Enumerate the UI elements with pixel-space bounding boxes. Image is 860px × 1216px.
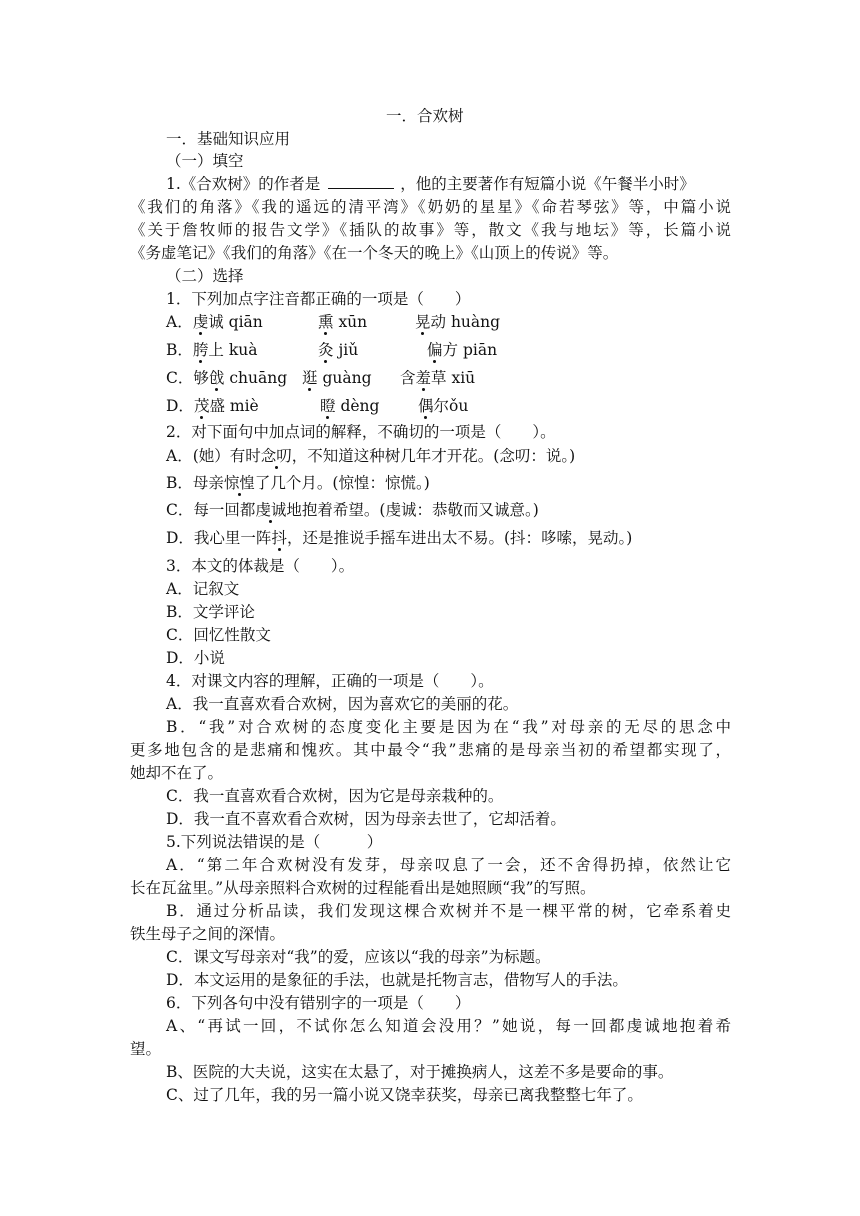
q6-option-c: C、过了几年，我的另一篇小说又饶幸获奖，母亲已离我整整七年了。 [166, 1086, 643, 1104]
fill-question-text-cont: ，他的主要著作有短篇小说《午餐半小时》 [400, 175, 695, 193]
pinyin-text: 诚 qiān [208, 313, 263, 331]
option-label: B． [166, 341, 193, 359]
q1-option-b-item2 [318, 339, 358, 361]
q5-option-c: C．课文写母亲对“我”的爱，应该以“我的母亲”为标题。 [166, 948, 551, 966]
q5-option-a-line2: 长在瓦盆里。”从母亲照料合欢树的过程能看出是她照顾“我”的写照。 [130, 879, 596, 897]
q4-option-d: D．我一直不喜欢看合欢树，因为母亲去世了，它却活着。 [166, 810, 566, 828]
question-6-stem: 6．下列各句中没有错别字的一项是（ ） [166, 994, 471, 1012]
dotted-char: 逛 [302, 369, 318, 387]
dotted-char: 虔 [192, 313, 209, 331]
pinyin-text: 草 xiū [431, 369, 476, 387]
question-2-stem: 2．对下面句中加点词的解释，不确切的一项是（ ）。 [166, 423, 556, 441]
option-label: C． [166, 369, 194, 387]
dotted-char: 羞 [415, 369, 432, 387]
q4-option-b-line1: B．“我”对合欢树的态度变化主要是因为在“我”对母亲的无尽的思念中 [166, 718, 731, 736]
q1-option-b-item3 [427, 339, 497, 361]
option-label: A． [166, 313, 193, 331]
q4-option-b-line3: 她却不在了。 [130, 764, 224, 782]
question-5-stem: 5.下列说法错误的是（ ） [166, 833, 383, 851]
dotted-word: 惊惶 [223, 474, 255, 492]
q3-option-b: B．文学评论 [166, 603, 255, 621]
dotted-char: 偏 [427, 341, 443, 359]
pinyin-text: dèng [335, 397, 380, 415]
fill-line-4: 《务虚笔记》《我们的角落》《在一个冬天的晚上》《山顶上的传说》等。 [130, 244, 619, 262]
pinyin-text: 动 huàng [430, 313, 501, 331]
fill-line-3: 《关于詹牧师的报告文学》《插队的故事》等，散文《我与地坛》等，长篇小说 [130, 221, 731, 239]
dotted-char: 晃 [415, 313, 431, 331]
fill-line-2: 《我们的角落》《我的遥远的清平湾》《奶奶的星星》《命若琴弦》等，中篇小说 [130, 198, 731, 216]
dotted-word: 念叨 [260, 447, 292, 465]
pinyin-text: jiǔ [333, 341, 359, 359]
dotted-char: 瞪 [320, 397, 336, 415]
q1-option-d-item3 [418, 395, 468, 417]
pinyin-text: 方 piān [442, 341, 498, 359]
dotted-char: 灸 [318, 341, 334, 359]
pinyin-text: 盛 miè [209, 397, 259, 415]
q1-option-d [166, 395, 259, 417]
fill-question-1 [166, 173, 695, 195]
option-text: A．(她）有时 [166, 447, 261, 465]
subsection-fill: （一）填空 [166, 152, 244, 170]
option-text: B．母亲 [166, 474, 224, 492]
q1-option-a [166, 311, 263, 333]
pinyin-text: chuāng [224, 369, 288, 387]
dotted-char: 戗 [208, 369, 225, 387]
option-text: 地抱着希望。(虔诚：恭敬而又诚意。) [286, 501, 539, 519]
fill-question-text: 1.《合欢树》的作者是 [166, 175, 321, 193]
option-text: ，还是推说手摇车进出太不易。(抖：哆嗦，晃动。) [286, 529, 633, 547]
option-label: D． [166, 397, 194, 415]
dotted-word: 虔诚 [255, 501, 287, 519]
q1-option-d-item2 [320, 395, 379, 417]
section-heading: 一．基础知识应用 [166, 130, 291, 148]
pinyin-text: xūn [333, 313, 368, 331]
option-text: ，不知道这种树几年才开花。(念叨：说。) [291, 447, 576, 465]
q1-option-c-item3 [400, 367, 475, 389]
q1-option-c [166, 367, 287, 389]
question-4-stem: 4．对课文内容的理解，正确的一项是（ ）。 [166, 672, 494, 690]
q2-option-a [166, 445, 575, 467]
pinyin-text: guàng [317, 369, 372, 387]
q6-option-a-line1: A、“再试一回，不试你怎么知道会没用？”她说，每一回都虔诚地抱着希 [166, 1017, 731, 1035]
pinyin-text: 上 kuà [208, 341, 258, 359]
q5-option-a-line1: A．“第二年合欢树没有发芽，母亲叹息了一会，还不舍得扔掉，依然让它 [166, 856, 731, 874]
question-1-stem: 1．下列加点字注音都正确的一项是（ ） [166, 290, 471, 308]
dotted-char: 偶 [418, 397, 434, 415]
q6-option-b: B、医院的大夫说，这实在太悬了，对于摊换病人，这差不多是要命的事。 [166, 1063, 674, 1081]
page-title: 一．合欢树 [386, 107, 464, 125]
option-text: 了几个月。(惊惶：惊慌。) [254, 474, 430, 492]
char: 够 [193, 369, 209, 387]
q5-option-b-line1: B．通过分析品读，我们发现这棵合欢树并不是一棵平常的树，它牵系着史 [166, 902, 731, 920]
dotted-char: 茂 [193, 397, 210, 415]
q2-option-d [166, 527, 632, 549]
q1-option-c-item2 [302, 367, 372, 389]
q5-option-b-line2: 铁生母子之间的深情。 [130, 925, 286, 943]
dotted-word: 抖 [271, 529, 287, 547]
question-3-stem: 3．本文的体裁是（ ）。 [166, 557, 355, 575]
subsection-choice: （二）选择 [166, 267, 244, 285]
pinyin-text: 尔ǒu [433, 397, 469, 415]
q5-option-d: D．本文运用的是象征的手法，也就是托物言志，借物写人的手法。 [166, 971, 628, 989]
q1-option-b [166, 339, 257, 361]
q3-option-c: C．回忆性散文 [166, 626, 271, 644]
q3-option-a: A．记叙文 [166, 580, 240, 598]
option-text: D．我心里一阵 [166, 529, 272, 547]
answer-blank[interactable] [328, 173, 394, 189]
q4-option-c: C．我一直喜欢看合欢树，因为它是母亲栽种的。 [166, 787, 504, 805]
q1-option-a-item2 [318, 311, 367, 333]
dotted-char: 胯 [192, 341, 209, 359]
q3-option-d: D．小说 [166, 649, 225, 667]
dotted-char: 熏 [318, 313, 334, 331]
q6-option-a-line2: 望。 [130, 1040, 162, 1058]
q1-option-a-item3 [415, 311, 500, 333]
q4-option-a: A．我一直喜欢看合欢树，因为喜欢它的美丽的花。 [166, 695, 519, 713]
char: 含 [400, 369, 416, 387]
q2-option-b [166, 472, 430, 494]
q4-option-b-line2: 更多地包含的是悲痛和愧疚。其中最令“我”悲痛的是母亲当初的希望都实现了， [130, 741, 731, 759]
option-text: C．每一回都 [166, 501, 256, 519]
q2-option-c [166, 499, 539, 521]
